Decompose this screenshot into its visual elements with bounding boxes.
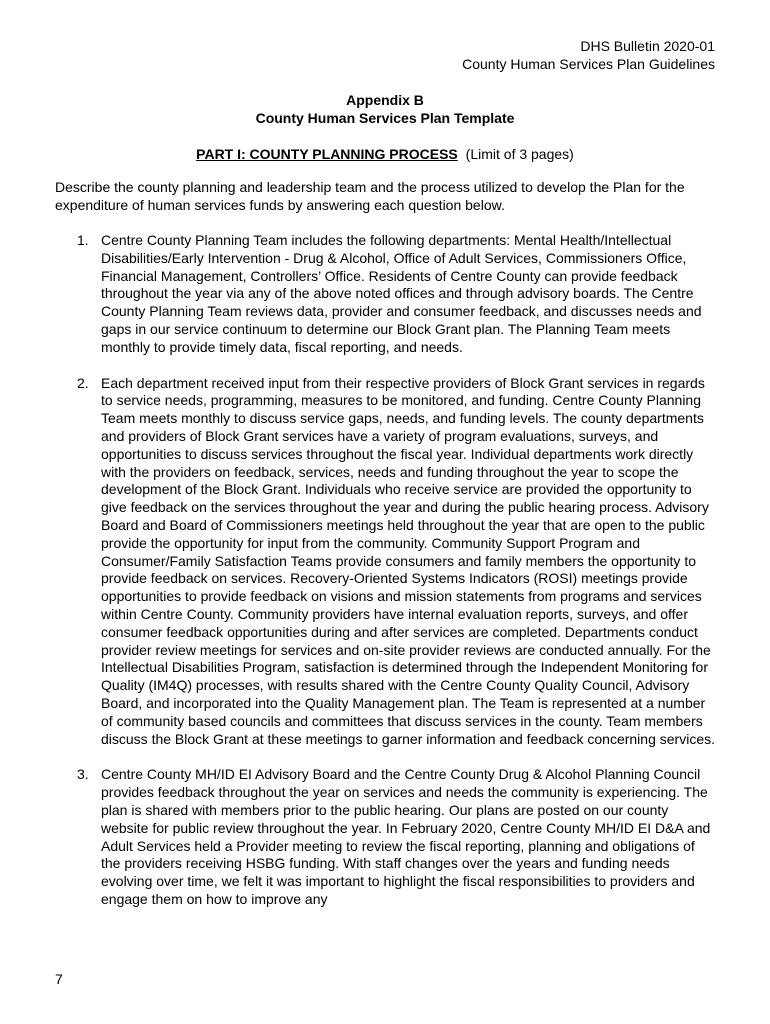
item-number: 2. [77, 374, 89, 391]
intro-paragraph: Describe the county planning and leadership team and the process utilized to develop the Plan for the expenditure of human services funds by answering each question below. [55, 179, 685, 213]
page-number: 7 [55, 971, 63, 987]
bulletin-title: County Human Services Plan Guidelines [462, 56, 715, 72]
list-item [55, 766, 717, 908]
item-number: 3. [77, 766, 89, 783]
appendix-heading [0, 91, 770, 127]
appendix-label: Appendix B [346, 92, 424, 108]
bulletin-number: DHS Bulletin 2020-01 [580, 38, 715, 54]
part-heading [0, 145, 770, 163]
part-title: PART I: COUNTY PLANNING PROCESS [196, 146, 458, 162]
template-title: County Human Services Plan Template [255, 110, 515, 126]
item-number: 1. [77, 232, 89, 248]
list-item [55, 232, 717, 357]
question-list [55, 232, 717, 927]
page-limit-note: (Limit of 3 pages) [465, 146, 574, 162]
document-header [462, 37, 715, 73]
item-text: Centre County MH/ID EI Advisory Board and the Centre County Drug & Alcohol Planning Council provides feedback throughout the year on services and needs the community is experiencing. The plan is shared with members prior to the public hearing. Our plans are posted on our county website for public review throughout the year. In February 2020, Centre County MH/ID EI D&A and Adult Services held a Provider meeting to review the fiscal reporting, planning and obligations of the providers receiving HSBG funding. With staff changes over the years and funding needs evolving over time, we felt it was important to highlight the fiscal responsibilities to providers and engage them on how to improve any [101, 766, 711, 907]
item-text: Each department received input from their respective providers of Block Grant services in regards to service needs, programming, measures to be monitored, and funding. Centre County Planning Team meets monthly to discuss service gaps, needs, and funding levels. The county departments and providers of Block Grant services have a variety of program evaluations, surveys, and opportunities to discuss services throughout the fiscal year. Individual departments work directly with the providers on feedback, services, needs and funding throughout the year to scope the development of the Block Grant. Individuals who receive service are provided the opportunity to give feedback on the services throughout the year and during the public hearing process. Advisory Board and Board of Commissioners meetings held throughout the year that are open to the public provide the opportunity for input from the community. Community Support Program and Consumer/Family Satisfaction Teams provide consumers and family members the opportunity to provide feedback on services. Recovery-Oriented Systems Indicators (ROSI) meetings provide opportunities to provide feedback on visions and mission statements from programs and services within Centre County. Community providers have internal evaluation reports, surveys, and offer consumer feedback opportunities during and after services are completed. Departments conduct provider review meetings for services and on-site provider reviews are conducted annually. For the Intellectual Disabilities Program, satisfaction is determined through the Independent Monitoring for Quality (IM4Q) processes, with results shared with the Centre County Quality Council, Advisory Board, and incorporated into the Quality Management plan. The Team is represented at a number of community based councils and committees that discuss services in the county. Team members discuss the Block Grant at these meetings to garner information and feedback concerning services. [101, 374, 715, 747]
list-item [55, 375, 717, 749]
item-text: Centre County Planning Team includes the following departments: Mental Health/Intellectual Disabilities/Early Intervention - Drug & Alcohol, Office of Adult Services, Commissioners Office, Financial Management, Controllers’ Office. Residents of Centre County can provide feedback throughout the year via any of the above noted offices and through advisory boards. The Centre County Planning Team reviews data, provider and consumer feedback, and discusses needs and gaps in our service continuum to determine our Block Grant plan. The Planning Team meets monthly to provide timely data, fiscal reporting, and needs. [101, 232, 702, 355]
